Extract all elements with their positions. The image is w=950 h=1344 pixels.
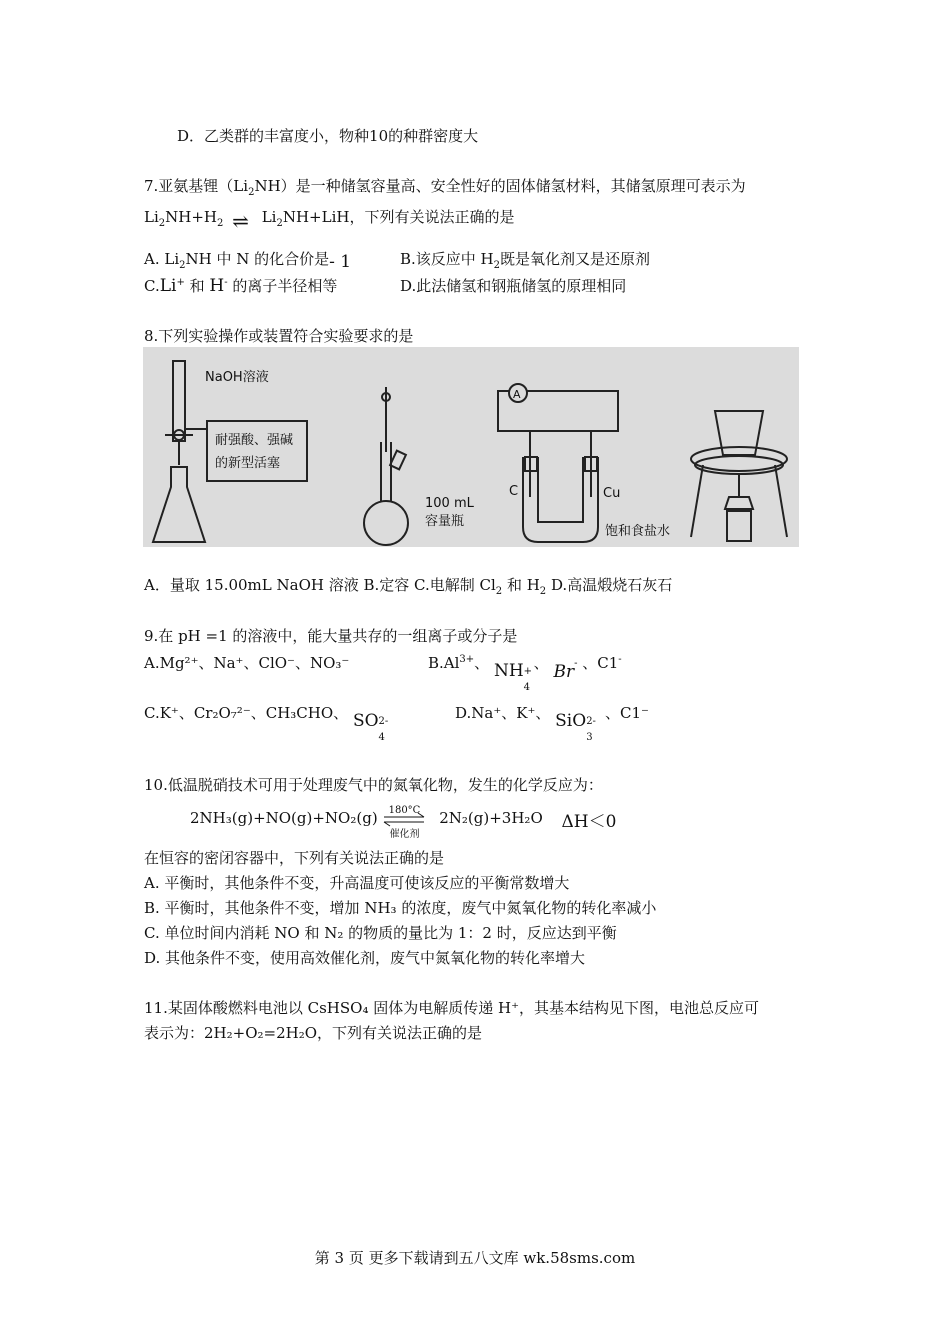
q10-stem: 10.低温脱硝技术可用于处理废气中的氮氧化物，发生的化学反应为： (144, 776, 603, 794)
page-footer: 第 3 页 更多下载请到五八文库 wk.58sms.com (314, 1249, 636, 1267)
q10-condition: 在恒容的密闭容器中，下列有关说法正确的是 (144, 849, 445, 867)
q10-option-b: B. 平衡时，其他条件不变，增加 NH₃ 的浓度，废气中氮氧化物的转化率减小 (144, 899, 657, 917)
equilibrium-arrow-catalyst: 180°C 催化剂 (382, 809, 426, 829)
label-volumetric-flask: 容量瓶 (425, 514, 465, 529)
q10-option-d: D. 其他条件不变，使用高效催化剂，废气中氮氧化物的转化率增大 (144, 949, 586, 967)
stopcock-note-box (207, 421, 307, 481)
q8-apparatus-figure (143, 347, 799, 547)
q7-option-d: D.此法储氢和钢瓶储氢的原理相同 (400, 277, 627, 295)
q7-equation: $Li_2NH+H_2$ ⇌ $Li_2NH+LiH$，下列有关说法正确的是 (144, 208, 515, 233)
q9-option-c: C.K⁺、Cr₂O₇²⁻、CH₃CHO、 SO 2- 4 (144, 704, 389, 743)
label-100ml: 100 mL (425, 496, 474, 511)
q6-option-d: D．乙类群的丰富度小，物种10的种群密度大 (177, 127, 479, 145)
crucible-on-tripod (691, 411, 787, 541)
equilibrium-arrow: ⇌ (232, 209, 249, 233)
electrolysis-u-tube (498, 384, 621, 542)
q9-stem: 9.在 pH =1 的溶液中，能大量共存的一组离子或分子是 (144, 627, 518, 645)
ammeter-label: A (513, 388, 521, 401)
q8-stem: 8.下列实验操作或装置符合实验要求的是 (144, 327, 414, 345)
q8-options: A．量取 15.00mL NaOH 溶液 B.定容 C.电解制 $Cl_2$ 和 $H_2$ D.高温煅烧石灰石 (144, 576, 673, 597)
burette-flask-apparatus (153, 361, 207, 542)
q7-option-b: B.该反应中 $H_2$既是氧化剂又是还原剂 (400, 250, 651, 271)
electrode-c-label: C (509, 484, 519, 499)
q10-option-c: C. 单位时间内消耗 NO 和 N₂ 的物质的量比为 1：2 时，反应达到平衡 (144, 924, 617, 942)
q9-option-b: $B.Al^{3+}$、 NH + 4 、 Br- 、C1- (428, 654, 622, 693)
electrode-cu-label: Cu (603, 486, 621, 501)
q10-option-a: A. 平衡时，其他条件不变，升高温度可使该反应的平衡常数增大 (144, 874, 570, 892)
q9-option-a: A.Mg²⁺、Na⁺、ClO⁻、NO₃⁻ (144, 654, 350, 672)
q11-stem-line2: 表示为：2H₂+O₂=2H₂O，下列有关说法正确的是 (144, 1024, 483, 1042)
label-saturated-brine: 饱和食盐水 (605, 524, 671, 539)
label-stopcock-2: 的新型活塞 (215, 456, 281, 471)
q7-option-a: A. $Li_2NH$ 中 N 的化合价是- 1 (144, 250, 352, 272)
label-stopcock-1: 耐强酸、强碱 (215, 433, 294, 448)
q11-stem-line1: 11.某固体酸燃料电池以 CsHSO₄ 固体为电解质传递 H⁺，其基本结构见下图，电池总反应可 (144, 999, 760, 1017)
q9-option-d: D.Na⁺、K⁺、 SiO 2- 3 、C1⁻ (455, 704, 649, 743)
q7-option-c: C.Li+ 和 H- 的离子半径相等 (144, 276, 338, 296)
q7-stem: 7.亚氨基锂$(Li_2NH)$是一种储氢容量高、安全性好的固体储氢材料，其储氢原理可表示为 (144, 177, 746, 198)
volumetric-flask (364, 387, 408, 545)
q10-equation: 2NH₃(g)+NO(g)+NO₂(g) 180°C 催化剂 2N₂(g)+3H₂O ΔH＜0 (190, 805, 617, 840)
label-naoh: NaOH溶液 (205, 370, 269, 385)
